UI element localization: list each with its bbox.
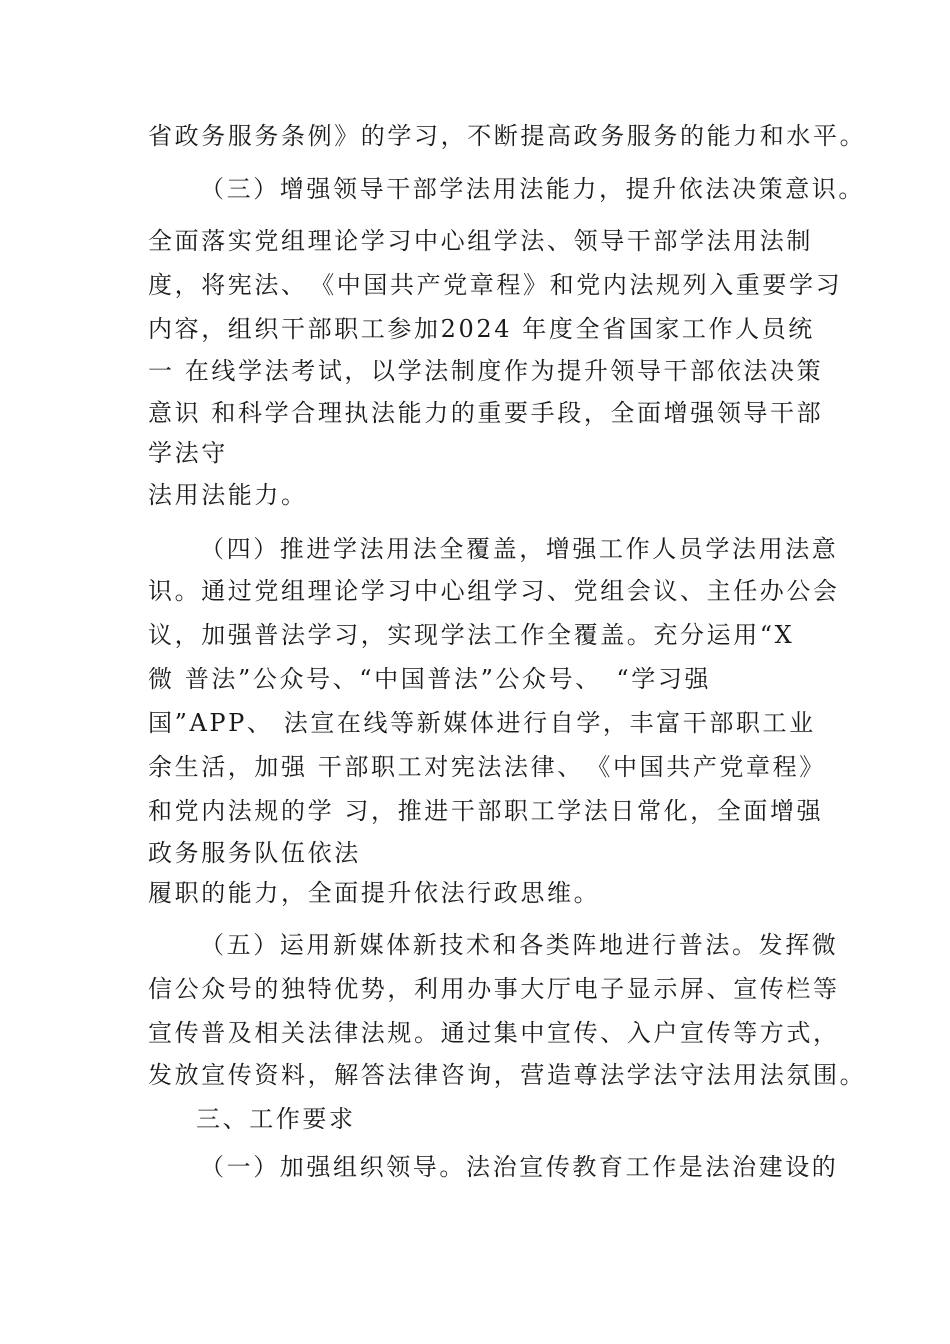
text-line-16: 和党内法规的学 习，推进干部职工学法日常化，全面增强 [148,797,824,825]
text-line-22: 发放宣传资料，解答法律咨询，营造尊法学法守法用法氛围。 [148,1061,867,1089]
text-line-15: 余生活，加强 干部职工对宪法法律、 《中国共产党章程》 [148,753,826,781]
text-line-7: 意识 和科学合理执法能力的重要手段，全面增强领导干部 [148,399,824,427]
text-line-9: 法用法能力。 [148,481,308,509]
text-line-17: 政务服务队伍依法 [148,839,361,867]
text-line-18: 履职的能力，全面提升依法行政思维。 [148,879,601,907]
text-line-20: 信公众号的独特优势，利用办事大厅电子显示屏、宣传栏等 [148,975,840,1003]
section-heading-5: （五）运用新媒体新技术和各类阵地进行普法。发挥微 [200,931,839,959]
text-line-13: 微 普法”公众号、“中国普法”公众号、 “学习强 [148,665,712,693]
text-line-8: 学法守 [148,439,228,467]
text-line-11: 识。通过党组理论学习中心组学习、党组会议、主任办公会 [148,577,840,605]
text-line-4: 度，将宪法、 《中国共产党章程》和党内法规列入重要学习 [148,271,843,299]
text-line-12: 议，加强普法学习，实现学法工作全覆盖。充分运用“X [148,621,795,649]
text-line-6: 一 在线学法考试，以学法制度作为提升领导干部依法决策 [148,357,824,385]
section-heading-3: （三）增强领导干部学法用法能力，提升依法决策意识。 [200,175,865,203]
text-line-14: 国”APP、 法宣在线等新媒体进行自学，丰富干部职工业 [148,709,816,737]
section-title-work-requirements: 三、工作要求 [196,1105,356,1133]
section-heading-requirements-1: （一）加强组织领导。法治宣传教育工作是法治建设的 [200,1153,839,1181]
text-line-21: 宣传普及相关法律法规。通过集中宣传、入户宣传等方式， [148,1019,840,1047]
section-heading-4: （四）推进学法用法全覆盖，增强工作人员学法用法意 [200,535,839,563]
text-line-3: 全面落实党组理论学习中心组学法、领导干部学法用法制 [148,227,813,255]
text-line-1: 省政务服务条例》的学习，不断提高政务服务的能力和水平。 [148,122,867,150]
text-line-5: 内容，组织干部职工参加2024 年度全省国家工作人员统 [148,315,815,343]
